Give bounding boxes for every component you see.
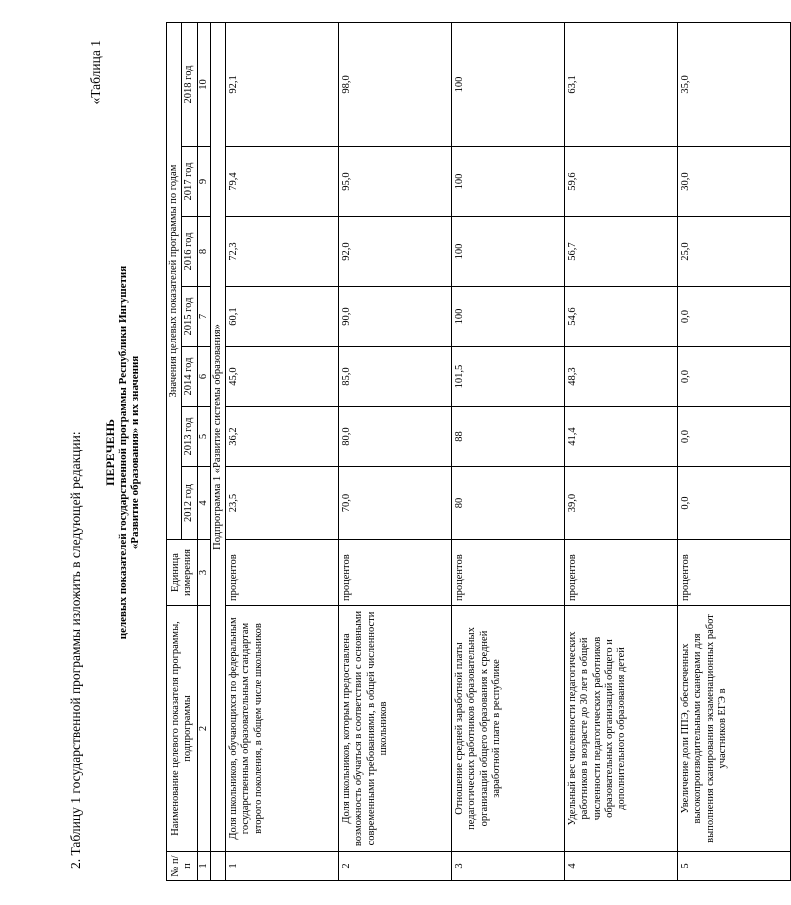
- column-number: 10: [197, 22, 210, 146]
- row-value: 80: [452, 467, 565, 540]
- row-value: 101,5: [452, 347, 565, 407]
- column-number: 9: [197, 147, 210, 217]
- row-value: 90,0: [339, 287, 452, 347]
- row-value: 30,0: [678, 147, 791, 217]
- column-number: 5: [197, 407, 210, 467]
- column-number: 4: [197, 467, 210, 540]
- header-name: Наименование целевого показателя программы, подпрограммы: [167, 606, 198, 852]
- intro-text: 2. Таблицу 1 государственной программы изложить в следующей редакции:: [68, 431, 83, 869]
- row-name: Увеличение доли ППЭ, обеспеченных высокопроизводительными сканерами для выполнения сканирования экзаменационных работ участников ЕГЭ в: [678, 606, 791, 852]
- header-year: 2015 год: [182, 287, 197, 347]
- row-value: 0,0: [678, 347, 791, 407]
- row-unit: процентов: [452, 540, 565, 606]
- header-year: 2012 год: [182, 467, 197, 540]
- header-num: № п/п: [167, 852, 198, 881]
- document-heading: [104, 0, 142, 905]
- heading-subtitle: целевых показателей государственной программы Республики Ингушетия: [116, 265, 129, 640]
- row-value: 79,4: [226, 147, 339, 217]
- table-row: [678, 22, 791, 880]
- header-year: 2016 год: [182, 217, 197, 287]
- row-value: 100: [452, 22, 565, 146]
- row-name: Отношение средней заработной платы педагогических работников образовательных организаций общего образования к средней заработной плате в республике: [452, 606, 565, 852]
- row-value: 72,3: [226, 217, 339, 287]
- row-value: 39,0: [565, 467, 678, 540]
- row-value: 54,6: [565, 287, 678, 347]
- column-number: 6: [197, 347, 210, 407]
- column-number: 3: [197, 540, 210, 606]
- row-unit: процентов: [226, 540, 339, 606]
- row-value: 98,0: [339, 22, 452, 146]
- row-value: 92,1: [226, 22, 339, 146]
- subprogram-title: Подпрограмма 1 «Развитие системы образования»: [210, 22, 225, 851]
- row-num: 4: [565, 852, 678, 881]
- header-values-group: Значения целевых показателей программы по годам: [167, 22, 182, 539]
- header-row: [167, 22, 182, 880]
- heading-title: ПЕРЕЧЕНЬ: [103, 419, 117, 486]
- heading-subtitle-2: «Развитие образования» и их значения: [129, 355, 141, 550]
- column-number: 2: [197, 606, 210, 852]
- header-unit: Единица измерения: [167, 540, 198, 606]
- header-year: 2017 год: [182, 147, 197, 217]
- column-number: 7: [197, 287, 210, 347]
- row-name: Доля школьников, обучающихся по федеральным государственным образовательным стандартам второго поколения, в общем числе школьников: [226, 606, 339, 852]
- row-num: 1: [226, 852, 339, 881]
- row-value: 35,0: [678, 22, 791, 146]
- row-value: 88: [452, 407, 565, 467]
- row-num: 5: [678, 852, 791, 881]
- row-value: 100: [452, 147, 565, 217]
- row-unit: процентов: [678, 540, 791, 606]
- row-value: 63,1: [565, 22, 678, 146]
- row-value: 0,0: [678, 407, 791, 467]
- row-name: Доля школьников, которым предоставлена возможность обучаться в соответствии с основными современными требованиями, в общей численности школьников: [339, 606, 452, 852]
- row-value: 56,7: [565, 217, 678, 287]
- table-label: «Таблица 1: [88, 40, 103, 105]
- table-row: [565, 22, 678, 880]
- row-value: 0,0: [678, 287, 791, 347]
- row-value: 92,0: [339, 217, 452, 287]
- table-row: [226, 22, 339, 880]
- row-value: 70,0: [339, 467, 452, 540]
- column-numbers-row: [197, 22, 210, 880]
- subprogram-spacer: [210, 852, 225, 881]
- row-num: 2: [339, 852, 452, 881]
- header-year: 2014 год: [182, 347, 197, 407]
- header-year: 2018 год: [182, 22, 197, 146]
- header-year: 2013 год: [182, 407, 197, 467]
- row-name: Удельный вес численности педагогических работников в возрасте до 30 лет в общей численности педагогических работников образовательных организаций общего и дополнительного образования детей: [565, 606, 678, 852]
- row-value: 80,0: [339, 407, 452, 467]
- indicators-table: [166, 22, 791, 881]
- row-value: 23,5: [226, 467, 339, 540]
- row-num: 3: [452, 852, 565, 881]
- row-value: 60,1: [226, 287, 339, 347]
- subprogram-row: [210, 22, 225, 880]
- row-value: 59,6: [565, 147, 678, 217]
- table-row: [339, 22, 452, 880]
- row-value: 0,0: [678, 467, 791, 540]
- row-unit: процентов: [339, 540, 452, 606]
- row-value: 100: [452, 217, 565, 287]
- row-value: 100: [452, 287, 565, 347]
- row-unit: процентов: [565, 540, 678, 606]
- column-number: 8: [197, 217, 210, 287]
- row-value: 48,3: [565, 347, 678, 407]
- row-value: 45,0: [226, 347, 339, 407]
- row-value: 25,0: [678, 217, 791, 287]
- row-value: 85,0: [339, 347, 452, 407]
- column-number: 1: [197, 852, 210, 881]
- row-value: 36,2: [226, 407, 339, 467]
- table-row: [452, 22, 565, 880]
- row-value: 95,0: [339, 147, 452, 217]
- row-value: 41,4: [565, 407, 678, 467]
